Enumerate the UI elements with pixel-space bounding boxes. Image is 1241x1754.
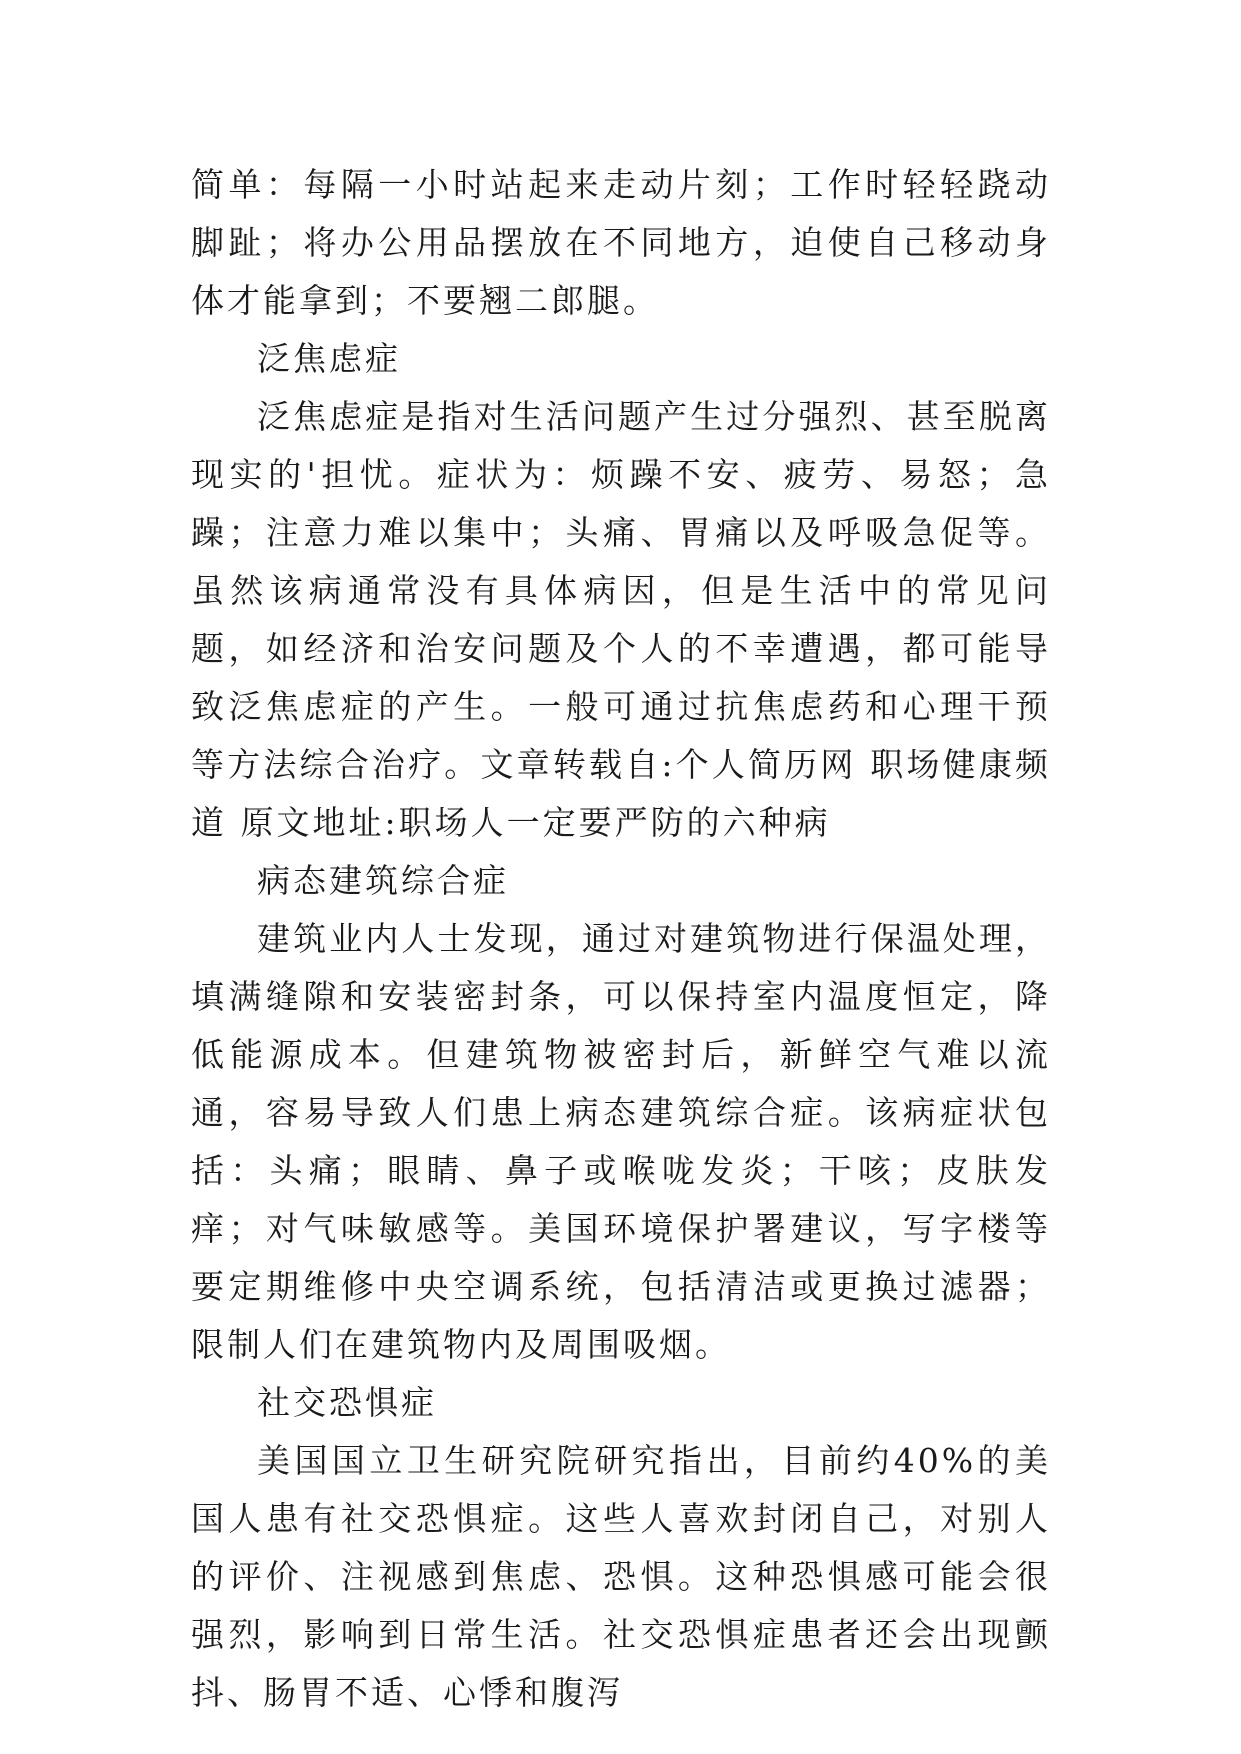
paragraph-generalized-anxiety: 泛焦虑症是指对生活问题产生过分强烈、甚至脱离现实的'担忧。症状为：烦躁不安、疲劳、易怒；急躁；注意力难以集中；头痛、胃痛以及呼吸急促等。虽然该病通常没有具体病因，但是生活中的常见问题，如经济和治安问题及个人的不幸遭遇，都可能导致泛焦虑症的产生。一般可通过抗焦虑药和心理干预等方法综合治疗。文章转载自:个人简历网 职场健康频道 原文地址:职场人一定要严防的六种病 xyxy=(191,397,1051,842)
section-heading-generalized-anxiety: 泛焦虑症 xyxy=(257,339,401,378)
paragraph-social-phobia: 美国国立卫生研究院研究指出，目前约40%的美国人患有社交恐惧症。这些人喜欢封闭自己，对别人的评价、注视感到焦虑、恐惧。这种恐惧感可能会很强烈，影响到日常生活。社交恐惧症患者还会出现颤抖、肠胃不适、心悸和腹泻 xyxy=(191,1441,1051,1712)
section-heading-social-phobia: 社交恐惧症 xyxy=(257,1383,437,1422)
document-body xyxy=(191,156,1051,1722)
paragraph-continuation: 简单：每隔一小时站起来走动片刻；工作时轻轻跷动脚趾；将办公用品摆放在不同地方，迫使自己移动身体才能拿到；不要翘二郎腿。 xyxy=(191,165,1051,320)
section-heading-sick-building: 病态建筑综合症 xyxy=(257,861,509,900)
paragraph-sick-building: 建筑业内人士发现，通过对建筑物进行保温处理，填满缝隙和安装密封条，可以保持室内温度恒定，降低能源成本。但建筑物被密封后，新鲜空气难以流通，容易导致人们患上病态建筑综合症。该病症状包括：头痛；眼睛、鼻子或喉咙发炎；干咳；皮肤发痒；对气味敏感等。美国环境保护署建议，写字楼等要定期维修中央空调系统，包括清洁或更换过滤器；限制人们在建筑物内及周围吸烟。 xyxy=(191,919,1051,1364)
